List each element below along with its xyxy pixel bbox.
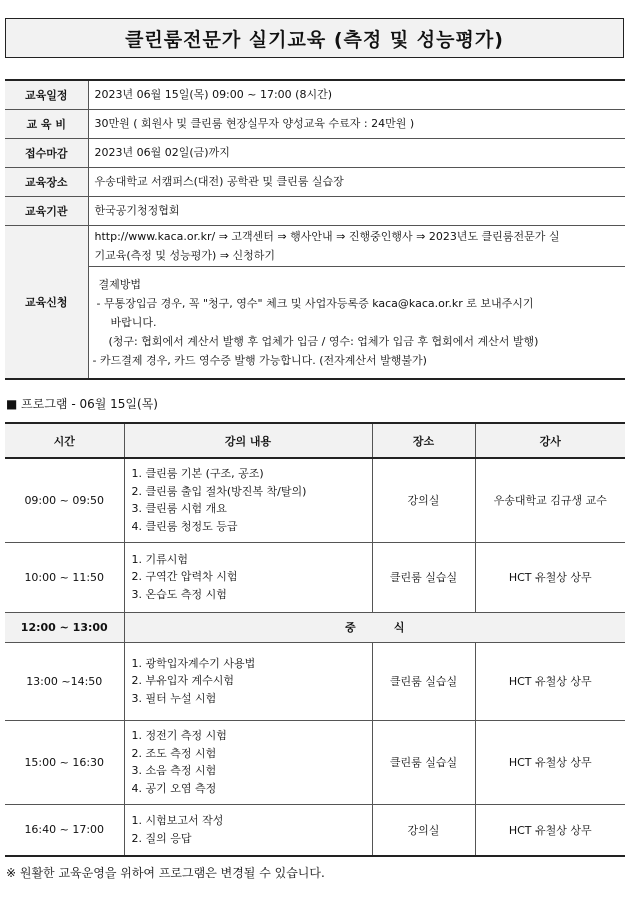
content-item: 1. 시험보고서 작성 [131,814,224,828]
content-item: 2. 클린룸 출입 절차(방진복 착/탈의) [131,484,307,498]
page-title: 클린룸전문가 실기교육 (측정 및 성능평가) [5,18,624,58]
lunch-row [5,612,625,642]
row-time: 15:00 ~ 16:30 [5,720,124,804]
lunch-time: 12:00 ~ 13:00 [5,612,124,642]
table-row [5,804,625,856]
table-row [5,720,625,804]
row-time: 13:00 ~14:50 [5,642,124,720]
header-place: 장소 [372,423,475,458]
content-item: 4. 공기 오염 측정 [131,781,217,795]
payment-line1: - 무통장입금 경우, 꼭 "청구, 영수" 체크 및 사업자등록증 kaca@kaca.or.kr 로 보내주시기 [96,296,534,310]
header-time: 시간 [5,423,124,458]
info-row-place [5,167,625,196]
info-row-apply-link [5,225,625,266]
row-content [124,804,372,856]
deadline-value: 2023년 06월 02일(금)까지 [88,138,625,167]
content-item: 1. 기류시험 [131,552,188,566]
apply-label: 교육신청 [5,225,88,379]
info-row-org [5,196,625,225]
row-time: 09:00 ~ 09:50 [5,458,124,542]
org-value: 한국공기청정협회 [88,196,625,225]
place-label: 교육장소 [5,167,88,196]
content-item: 2. 조도 측정 시험 [131,746,217,760]
row-content [124,642,372,720]
lunch-label: 중 식 [124,612,625,642]
fee-label: 교 육 비 [5,109,88,138]
payment-title: 결제방법 [98,277,142,291]
content-item: 2. 질의 응답 [131,831,192,845]
content-item: 3. 소음 측정 시험 [131,764,217,777]
date-value: 2023년 06월 15일(목) 09:00 ~ 17:00 (8시간) [88,80,625,109]
info-row-date [5,80,625,109]
row-lecturer: HCT 유철상 상무 [475,642,625,720]
info-table [5,79,625,380]
row-time: 16:40 ~ 17:00 [5,804,124,856]
content-item: 3. 온습도 측정 시험 [131,587,227,601]
row-place: 클린룸 실습실 [372,542,475,612]
footnote: ※ 원활한 교육운영을 위하여 프로그램은 변경될 수 있습니다. [6,866,325,880]
payment-line2: 바랍니다. [110,315,157,329]
row-place: 강의실 [372,458,475,542]
row-lecturer: HCT 유철상 상무 [475,720,625,804]
apply-link-cell [88,225,625,266]
info-row-fee [5,109,625,138]
content-item: 3. 클린룸 시험 개요 [131,502,227,516]
row-content [124,458,372,542]
place-value: 우송대학교 서캠퍼스(대전) 공학관 및 클린룸 실습장 [88,167,625,196]
info-row-deadline [5,138,625,167]
row-time: 10:00 ~ 11:50 [5,542,124,612]
row-content [124,720,372,804]
row-lecturer: HCT 유철상 상무 [475,804,625,856]
row-place: 강의실 [372,804,475,856]
info-row-payment [5,266,625,379]
payment-line3: (청구: 협회에서 계산서 발행 후 업체가 입금 / 영수: 업체가 입금 후 협회에서 계산서 발행) [108,334,539,348]
table-row [5,542,625,612]
row-place: 클린룸 실습실 [372,642,475,720]
row-lecturer: HCT 유철상 상무 [475,542,625,612]
program-table [5,422,625,857]
program-header-row [5,423,625,458]
table-row [5,642,625,720]
org-label: 교육기관 [5,196,88,225]
header-lecturer: 강사 [475,423,625,458]
deadline-label: 접수마감 [5,138,88,167]
content-item: 2. 구역간 압력차 시험 [131,570,238,584]
program-heading: ■ 프로그램 - 06월 15일(목) [6,397,158,411]
apply-link-line2: 기교육(측정 및 성능평가) ⇒ 신청하기 [94,249,276,262]
content-item: 1. 클린룸 기본 (구조, 공조) [131,467,264,481]
fee-value: 30만원 ( 회원사 및 클린룸 현장실무자 양성교육 수료자 : 24만원 ) [88,109,625,138]
row-lecturer: 우송대학교 김규생 교수 [475,458,625,542]
table-row [5,458,625,542]
apply-link-line1[interactable]: http://www.kaca.or.kr/ ⇒ 고객센터 ⇒ 행사안내 ⇒ 진행중인행사 ⇒ 2023년도 클린룸전문가 실 [94,230,560,243]
date-label: 교육일정 [5,80,88,109]
content-item: 1. 정전기 측정 시험 [131,729,227,742]
row-content [124,542,372,612]
row-place: 클린룸 실습실 [372,720,475,804]
payment-cell [88,266,625,379]
content-item: 3. 필터 누설 시험 [131,691,217,705]
payment-line4: - 카드결제 경우, 카드 영수증 발행 가능합니다. (전자계산서 발행불가) [92,353,427,367]
content-item: 2. 부유입자 계수시험 [131,674,234,688]
header-content: 강의 내용 [124,423,372,458]
content-item: 1. 광학입자계수기 사용법 [131,656,256,670]
content-item: 4. 클린룸 청정도 등급 [131,519,238,533]
